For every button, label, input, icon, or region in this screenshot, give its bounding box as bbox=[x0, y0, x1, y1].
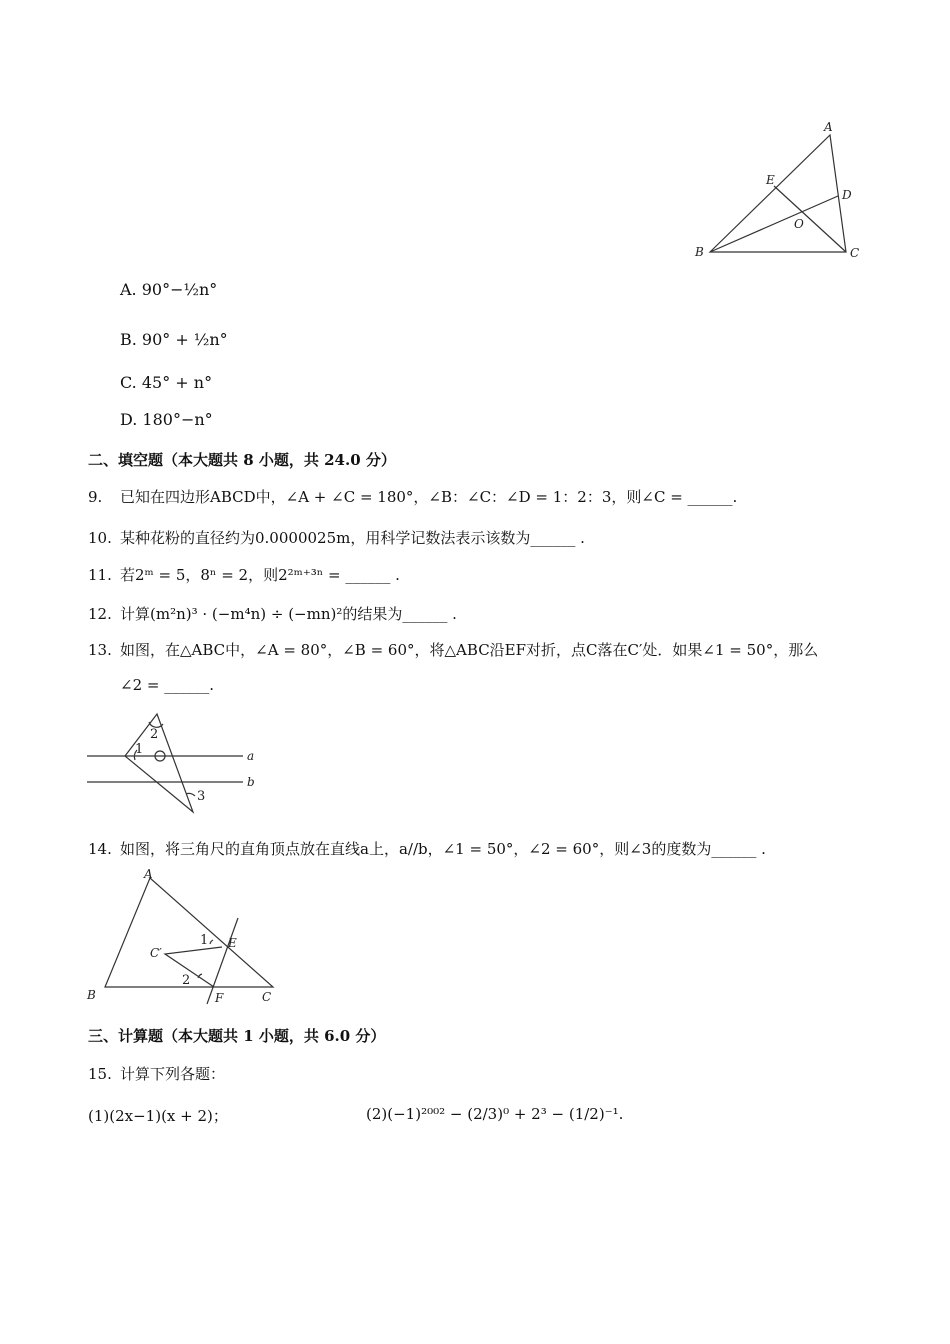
question-15-part-2: (2)(−1)²⁰⁰² − (2/3)⁰ + 2³ − (1/2)⁻¹. bbox=[366, 1105, 624, 1123]
question-text: 若2ᵐ = 5，8ⁿ = 2，则2²ᵐ⁺³ⁿ = ______ . bbox=[120, 566, 400, 584]
question-12 bbox=[88, 603, 457, 624]
question-text: 如图，在△ABC中，∠A = 80°，∠B = 60°，将△ABC沿EF对折，点C落在C′处．如果∠1 = 50°，那么 bbox=[120, 641, 819, 659]
question-text: 计算下列各题： bbox=[120, 1065, 226, 1083]
question-14 bbox=[88, 838, 766, 859]
label-B: B bbox=[695, 245, 704, 259]
question-text: 已知在四边形ABCD中，∠A + ∠C = 180°，∠B：∠C：∠D = 1：2：3，则∠C = ______. bbox=[120, 488, 738, 506]
question-number: 15. bbox=[88, 1065, 112, 1083]
angle-3-label: 3 bbox=[197, 789, 206, 804]
section-title-fill-in: 二、填空题（本大题共 8 小题，共 24.0 分） bbox=[88, 451, 396, 469]
label-D: D bbox=[842, 188, 852, 202]
label-F: F bbox=[215, 991, 224, 1005]
angle-2-label: 2 bbox=[150, 727, 159, 742]
question-text: 计算(m²n)³ · (−m⁴n) ÷ (−mn)²的结果为______ . bbox=[120, 605, 457, 623]
label-C: C bbox=[850, 246, 860, 260]
option-a: A. 90°−½n° bbox=[120, 280, 218, 299]
question-number: 10. bbox=[88, 529, 112, 547]
parallel-lines-figure bbox=[85, 710, 265, 822]
option-b: B. 90° + ½n° bbox=[120, 330, 228, 349]
label-E: E bbox=[228, 936, 237, 950]
label-A: A bbox=[144, 867, 153, 881]
fold-triangle-figure bbox=[85, 866, 285, 1008]
option-d: D. 180°−n° bbox=[120, 410, 213, 429]
question-number: 9. bbox=[88, 488, 103, 506]
question-text: 某种花粉的直径约为0.0000025m，用科学记数法表示该数为______ . bbox=[120, 529, 585, 547]
line-a-label: a bbox=[247, 749, 255, 763]
question-9 bbox=[88, 486, 737, 507]
angle-1-label: 1 bbox=[200, 933, 209, 948]
question-number: 11. bbox=[88, 566, 112, 584]
question-15-part-1: (1)(2x−1)(x + 2)； bbox=[88, 1107, 228, 1125]
question-number: 13. bbox=[88, 641, 112, 659]
question-13-line2: ∠2 = ______. bbox=[120, 676, 214, 694]
section-title-calculation: 三、计算题（本大题共 1 小题，共 6.0 分） bbox=[88, 1027, 386, 1045]
label-B: B bbox=[87, 988, 96, 1002]
angle-2-label: 2 bbox=[182, 973, 191, 988]
label-E: E bbox=[766, 173, 775, 187]
question-15 bbox=[88, 1063, 225, 1084]
question-13 bbox=[88, 639, 818, 660]
label-C-prime: C′ bbox=[150, 946, 162, 960]
question-10 bbox=[88, 527, 585, 548]
question-number: 14. bbox=[88, 840, 112, 858]
question-number: 12. bbox=[88, 605, 112, 623]
label-A: A bbox=[824, 120, 833, 134]
line-b-label: b bbox=[247, 775, 255, 789]
question-11 bbox=[88, 564, 400, 585]
angle-1-label: 1 bbox=[135, 742, 144, 757]
question-text: 如图，将三角尺的直角顶点放在直线a上，a//b，∠1 = 50°，∠2 = 60°，则∠3的度数为______ . bbox=[120, 840, 766, 858]
option-c: C. 45° + n° bbox=[120, 373, 213, 392]
triangle-abc-figure bbox=[690, 115, 870, 265]
label-O: O bbox=[794, 217, 804, 231]
label-C: C bbox=[262, 990, 272, 1004]
